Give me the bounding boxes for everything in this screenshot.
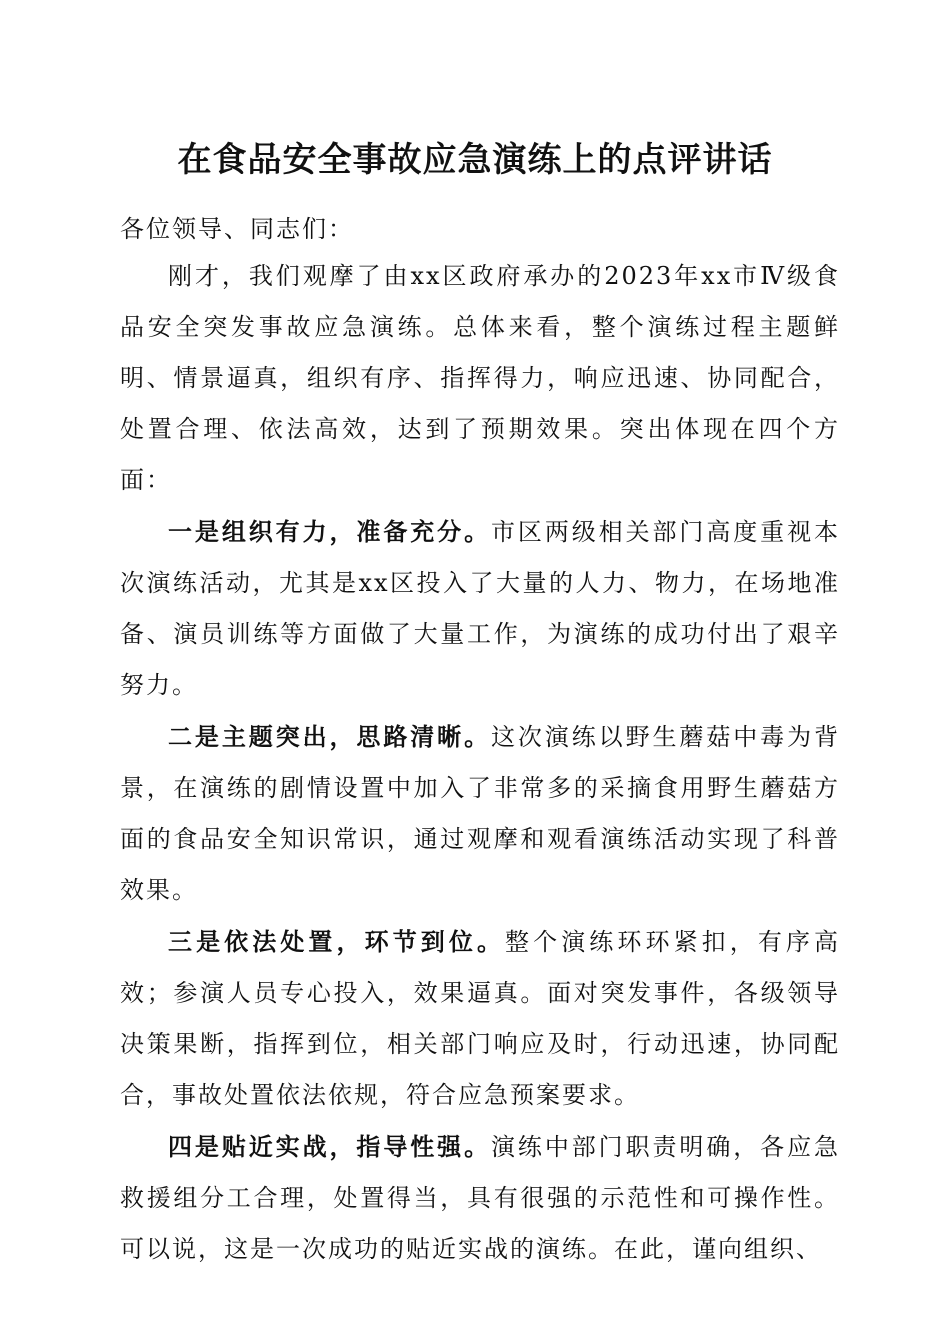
document-body	[120, 205, 840, 1275]
point-lead-4: 四是贴近实战，指导性强。	[168, 1132, 491, 1161]
point-paragraph-1	[120, 506, 840, 711]
document-title: 在食品安全事故应急演练上的点评讲话	[177, 140, 773, 180]
greeting: 各位领导、同志们：	[120, 215, 354, 243]
point-paragraph-2	[120, 711, 840, 916]
point-text-2: 这次演练以野生蘑菇中毒为背景，在演练的剧情设置中加入了非常多的采摘食用野生蘑菇方面的食品安全知识常识，通过观摩和观看演练活动实现了科普效果。	[120, 723, 840, 904]
point-text-1: 市区两级相关部门高度重视本次演练活动，尤其是xx区投入了大量的人力、物力，在场地准备、演员训练等方面做了大量工作，为演练的成功付出了艰辛努力。	[120, 518, 840, 699]
point-paragraph-4	[120, 1121, 840, 1275]
point-text-3: 整个演练环环紧扣，有序高效；参演人员专心投入，效果逼真。面对突发事件，各级领导决策果断，指挥到位，相关部门响应及时，行动迅速，协同配合，事故处置依法依规，符合应急预案要求。	[120, 928, 841, 1109]
point-paragraph-3	[120, 916, 840, 1121]
intro-paragraph: 刚才，我们观摩了由xx区政府承办的2023年xx市Ⅳ级食品安全突发事故应急演练。总体来看，整个演练过程主题鲜明、情景逼真，组织有序、指挥得力，响应迅速、协同配合，处置合理、依法高效，达到了预期效果。突出体现在四个方面：	[120, 262, 840, 494]
point-text-4: 演练中部门职责明确，各应急救援组分工合理，处置得当，具有很强的示范性和可操作性。可以说，这是一次成功的贴近实战的演练。在此，谨向组织、	[120, 1133, 840, 1263]
point-lead-1: 一是组织有力，准备充分。	[168, 517, 491, 546]
point-lead-2: 二是主题突出，思路清晰。	[168, 722, 491, 751]
point-lead-3: 三是依法处置，环节到位。	[168, 927, 506, 956]
